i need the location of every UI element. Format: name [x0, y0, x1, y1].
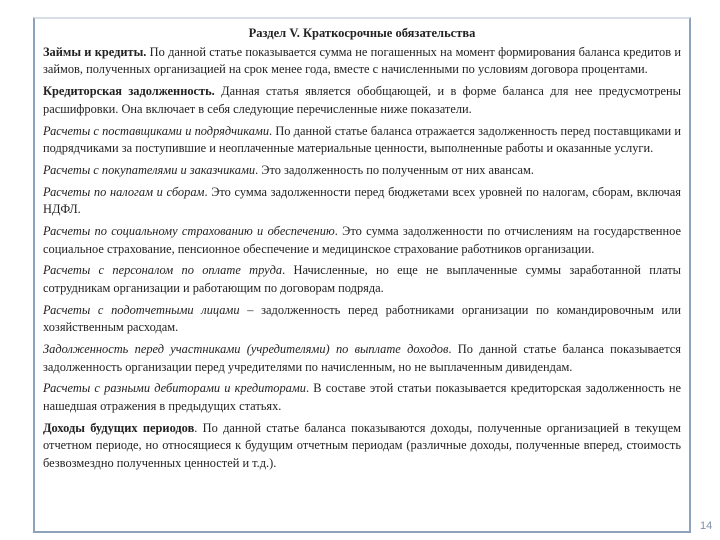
paragraph [43, 302, 681, 337]
paragraph-text: . По данной статье баланса показываются доходы, полученные организацией в текущем отчетном периоде, но относящиеся к будущим отчетным периодам (различные доходы, полученные вперед, стоимость безвозмездно полученных ценностей и т.д.). [43, 420, 682, 470]
paragraph-lead: Доходы будущих периодов [43, 420, 195, 435]
paragraph-lead: Расчеты по налогам и сборам [43, 184, 205, 199]
paragraph-list [43, 44, 681, 472]
paragraph-text: . По данной статье баланса показывается задолженность организации перед учредителями по начисленным, но не выплаченным дивидендам. [43, 342, 681, 374]
paragraph-lead: Расчеты с подотчетными лицами [43, 302, 240, 317]
content-frame [33, 17, 691, 533]
paragraph-text: . Это сумма задолженности перед бюджетами всех уровней по налогам, сборам, включая НДФЛ. [43, 184, 681, 217]
paragraph-lead: Расчеты с разными дебиторами и кредиторами [43, 381, 306, 396]
paragraph-text: . В составе этой статьи показывается кредиторская задолженность не нашедшая отражения в предыдущих статьях. [43, 381, 681, 413]
paragraph [43, 420, 681, 472]
paragraph [43, 184, 681, 219]
paragraph-lead: Расчеты с персоналом по оплате труда [43, 263, 283, 278]
paragraph-text: . По данной статье баланса отражается задолженность перед поставщиками и подрядчиками за поступившие и неоплаченные материальные ценности, выполненные работы и оказанные услуги. [43, 123, 681, 156]
paragraph [43, 44, 681, 79]
paragraph-text: . Это задолженность по полученным от них авансам. [255, 162, 534, 177]
paragraph-text: . Это сумма задолженности по отчислениям на государственное социальное страхование, пенсионное обеспечение и медицинское страхование работников организации. [43, 224, 681, 256]
page-number: 14 [700, 520, 713, 532]
paragraph-lead: Расчеты по социальному страхованию и обеспечению [43, 224, 335, 239]
paragraph [43, 83, 681, 118]
paragraph [43, 341, 681, 376]
paragraph-text: . Начисленные, но еще не выплаченные суммы заработанной платы сотрудникам организации и работающим по договорам подряда. [43, 263, 681, 295]
paragraph-lead: Расчеты с покупателями и заказчиками [43, 162, 256, 177]
paragraph [43, 123, 681, 158]
section-title: Раздел V. Краткосрочные обязательства [248, 26, 476, 40]
paragraph-lead: Кредиторская задолженность. [43, 84, 215, 99]
paragraph [43, 380, 681, 415]
paragraph-text: Данная статья является обобщающей, и в форме баланса для нее предусмотрены расшифровки. Она включает в себя следующие перечисленные ниже показатели. [43, 84, 681, 116]
paragraph-lead: Займы и кредиты. [43, 45, 147, 59]
paragraph-lead: Расчеты с поставщиками и подрядчиками [43, 123, 270, 138]
paragraph [43, 262, 681, 297]
paragraph [43, 162, 681, 179]
paragraph-lead: Задолженность перед участниками (учредителями) по выплате доходов [43, 342, 449, 357]
paragraph-text: – задолженность перед работниками организации по командировочным или хозяйственным расходам. [43, 302, 681, 335]
paragraph [43, 223, 681, 258]
paragraph-text: По данной статье показывается сумма не погашенных на момент формирования баланса кредитов и займов, полученных организацией на срок менее года, вместе с начисленными по условиям договора процентами. [43, 45, 681, 77]
